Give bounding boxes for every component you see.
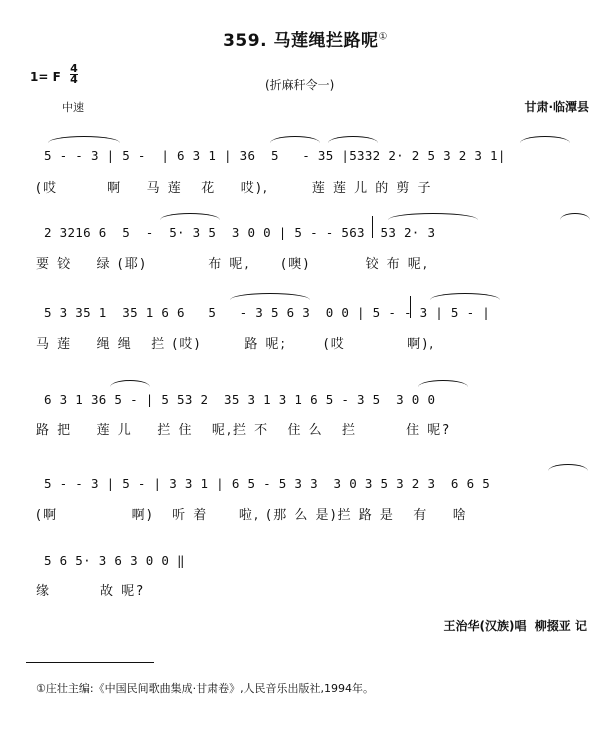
footnote-divider <box>26 662 154 663</box>
lyric-line-4: 路 把 莲 儿 拦 住 呢,拦 不 住 么 拦 住 呢? <box>36 423 452 438</box>
slur <box>110 380 150 387</box>
lyric-line-3: 马 莲 绳 绳 拦 (哎) 路 呢; (哎 啊), <box>36 337 436 352</box>
tune-name: (折麻秆令一) <box>265 78 335 92</box>
key-signature: 1= F <box>30 70 61 84</box>
lyric-line-2: 要 铰 绿 (耶) 布 呢, (噢) 铰 布 呢, <box>36 257 429 272</box>
region-label: 甘肃·临潭县 <box>524 100 589 114</box>
notation-line-1: 5 - - 3 | 5 - | 6 3 1 | 36 5 - 35 |5332 2· 2 5 3 2 3 1| <box>44 148 506 163</box>
slur <box>48 136 120 143</box>
notation-line-6: 5 6 5· 3 6 3 0 0 ‖ <box>44 553 185 568</box>
barline <box>372 216 373 238</box>
slur <box>388 213 478 220</box>
slur <box>548 464 588 471</box>
slur <box>520 136 570 143</box>
notation-line-3: 5 3 35 1 35 1 6 6 5 - 3 5 6 3 0 0 | 5 - - 3 | 5 - | <box>44 305 491 320</box>
lyric-line-6: 缘 故 呢? <box>36 584 146 599</box>
slur <box>328 136 378 143</box>
slur <box>430 293 500 300</box>
notation-line-5: 5 - - 3 | 5 - | 3 3 1 | 6 5 - 5 3 3 3 0 3 5 3 2 3 6 6 5 <box>44 476 491 491</box>
lyric-line-1: (哎 啊 马 莲 花 哎), 莲 莲 儿 的 剪 子 <box>36 181 433 196</box>
slur <box>160 213 220 220</box>
slur <box>230 293 310 300</box>
page-title: 359. 马莲绳拦路呢① <box>223 31 388 51</box>
tempo-marking: 中速 <box>62 101 84 114</box>
notation-line-2: 2 3216 6 5 - 5· 3 5 3 0 0 | 5 - - 563 53 2· 3 <box>44 225 436 240</box>
barline <box>410 296 411 318</box>
footnote: ①庄壮主编:《中国民间歌曲集成·甘肃卷》,人民音乐出版社,1994年。 <box>36 682 375 695</box>
slur <box>418 380 468 387</box>
time-signature: 4 4 <box>70 62 78 86</box>
footnote-marker: ① <box>378 31 388 43</box>
lyric-line-5: (啊 啊) 听 着 啦, (那 么 是)拦 路 是 有 啥 <box>36 508 468 523</box>
performer-credit: 王治华(汉族)唱 柳掇亚 记 <box>443 619 587 633</box>
slur <box>270 136 320 143</box>
notation-line-4: 6 3 1 36 5 - | 5 53 2 35 3 1 3 1 6 5 - 3 5 3 0 0 <box>44 392 436 407</box>
slur <box>560 213 590 220</box>
